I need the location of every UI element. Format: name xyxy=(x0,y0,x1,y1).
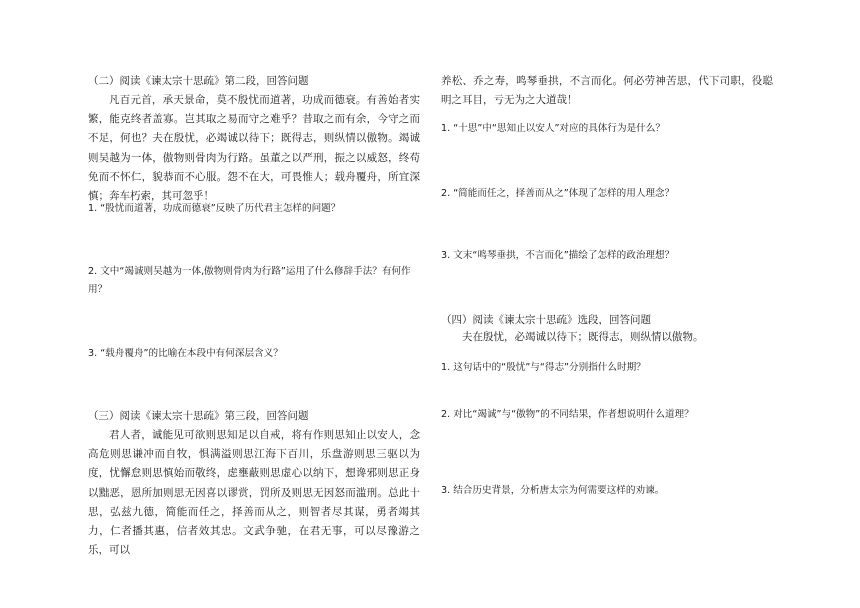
section-2-passage: 凡百元首，承天景命，莫不殷忧而道著，功成而德衰。有善始者实繁，能克终者盖寡。岂其取之易而守之难乎？昔取之而有余，今守之而不足，何也？夫在殷忧，必竭诚以待下；既得志，则纵情以傲物。竭诚则吴越为一体，傲物则骨肉为行路。虽董之以严刑，振之以威怒，终苟免而不怀仁，貌恭而不心服。怨不在大，可畏惟人；载舟覆舟，所宜深慎；奔车朽索，其可忽乎！ xyxy=(88,94,420,203)
section-3-passage-continued: 养松、乔之寿，鸣琴垂拱，不言而化。何必劳神苦思，代下司职，役聪明之耳目，亏无为之大道哉！ xyxy=(441,75,773,107)
section-2-question-3: 3. “载舟覆舟”的比喻在本段中有何深层含义？ xyxy=(88,348,283,359)
section-4-question-1: 1. 这句话中的“殷忧”与“得志”分别指什么时期？ xyxy=(441,362,646,373)
section-3-question-3: 3. 文末“鸣琴垂拱，不言而化”描绘了怎样的政治理想？ xyxy=(441,250,675,261)
section-2-heading: （二）阅读《谏太宗十思疏》第二段，回答问题 xyxy=(88,75,309,87)
section-3-question-2: 2. “简能而任之，择善而从之”体现了怎样的用人理念？ xyxy=(441,188,675,199)
section-2-question-2: 2. 文中“竭诚则吴越为一体,傲物则骨肉为行路”运用了什么修辞手法？有何作用？ xyxy=(88,266,411,295)
section-2-question-1: 1. “殷忧而道著，功成而德衰”反映了历代君主怎样的问题？ xyxy=(88,203,341,214)
section-4-passage: 夫在殷忧，必竭诚以待下；既得志，则纵情以傲物。 xyxy=(462,331,704,343)
section-4-heading: （四）阅读《谏太宗十思疏》选段，回答问题 xyxy=(441,314,651,326)
section-4-question-3: 3. 结合历史背景，分析唐太宗为何需要这样的劝谏。 xyxy=(441,485,665,496)
section-4-question-2: 2. 对比“竭诚”与“傲物”的不同结果，作者想说明什么道理？ xyxy=(441,409,694,420)
section-3-heading: （三）阅读《谏太宗十思疏》第三段，回答问题 xyxy=(88,410,309,422)
section-3-question-1: 1. “十思”中“思知止以安人”对应的具体行为是什么？ xyxy=(441,123,665,134)
section-3-passage: 君人者，诚能见可欲则思知足以自戒，将有作则思知止以安人，念高危则思谦冲而自牧，惧满溢则思江海下百川，乐盘游则思三驱以为度，忧懈怠则思慎始而敬终，虑壅蔽则思虚心以纳下，想谗邪则思正身以黜恶，恩所加则思无因喜以谬赏，罚所及则思无因怒而滥刑。总此十思，弘兹九德，简能而任之，择善而从之，则智者尽其谋，勇者竭其力，仁者播其惠，信者效其忠。文武争驰，在君无事，可以尽豫游之乐，可以 xyxy=(88,429,420,557)
